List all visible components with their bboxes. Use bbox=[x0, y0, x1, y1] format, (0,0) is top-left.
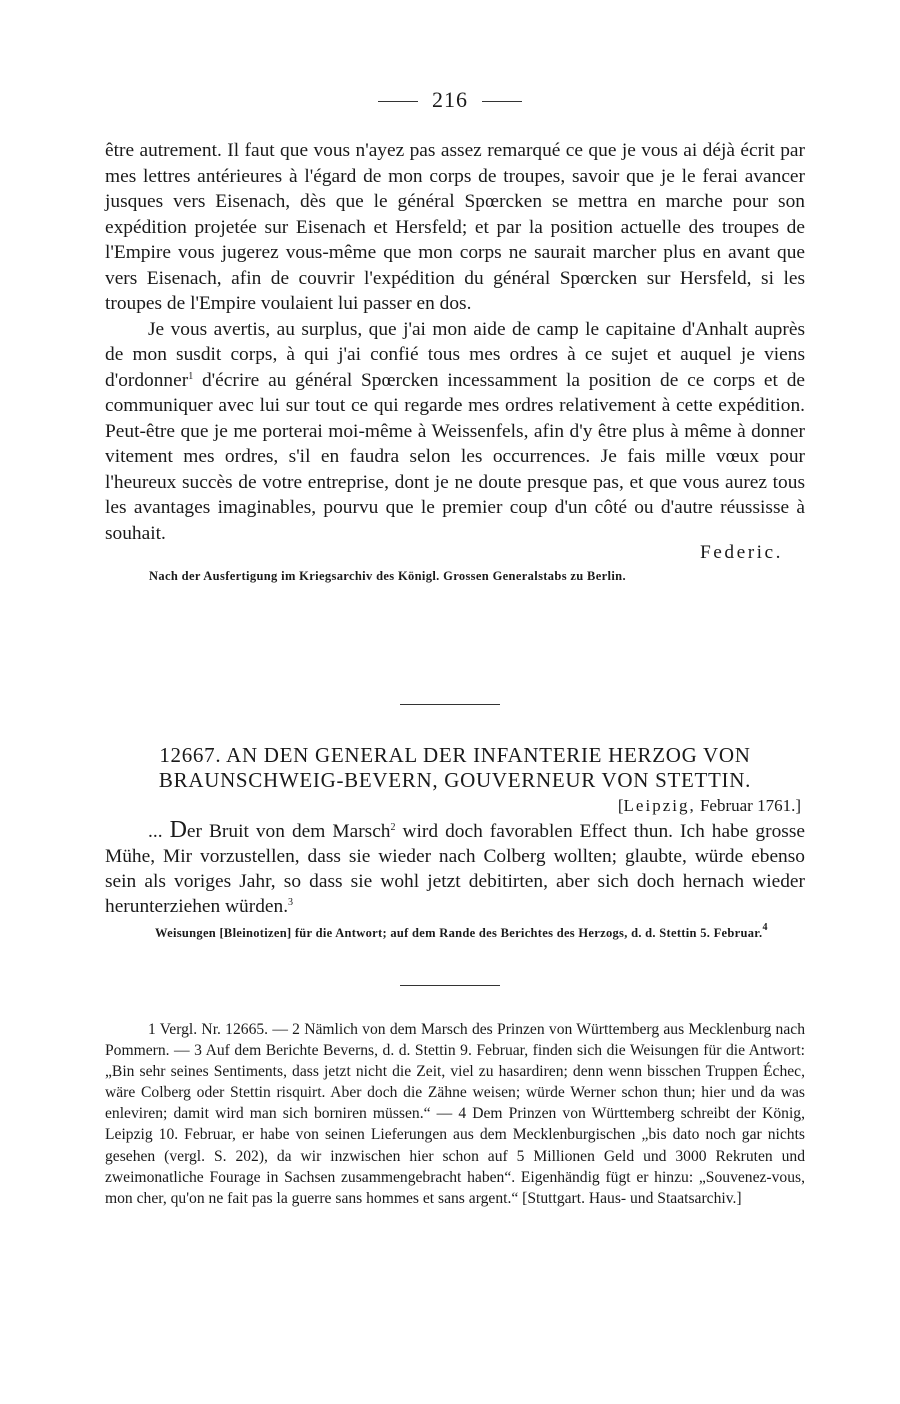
section-divider bbox=[400, 704, 500, 705]
document-text-2: wird doch favorablen Effect thun. Ich habe grosse Mühe, Mir vorzustellen, dass sie wieder nach Colberg wollten; glaubte, würde ebenso sein als voriges Jahr, so dass sie wohl jetzt debitirten, aber sich doch hernach wieder herunterziehen würden. bbox=[105, 821, 805, 917]
footnote-divider bbox=[400, 985, 500, 986]
document-body bbox=[105, 818, 805, 919]
instructions-text: Weisungen [Bleinotizen] für die Antwort; auf dem Rande des Berichtes des Herzogs, d. d. Stettin 5. Februar. bbox=[155, 926, 763, 940]
header-dash-right bbox=[482, 101, 522, 102]
document-text-1: er Bruit von dem Marsch bbox=[186, 821, 391, 842]
document-title: AN DEN GENERAL DER INFANTERIE HERZOG VON BRAUNSCHWEIG-BEVERN, GOUVERNEUR VON STETTIN. bbox=[158, 743, 752, 792]
footnote-ref-3: 3 bbox=[288, 897, 294, 908]
date-bracket: [ bbox=[617, 796, 624, 815]
footnotes-body bbox=[105, 1019, 805, 1209]
document-heading bbox=[105, 743, 805, 793]
footnote-ref-4: 4 bbox=[762, 922, 768, 933]
letter-paragraph-1: être autrement. Il faut que vous n'ayez pas assez remarqué ce que je vous ai déjà écrit par mes lettres antérieures à l'égard de mon corps de troupes, savoir que je le ferai avancer jusques vers Eisenach, dès que le général Spœrcken se mettra en marche pour son expédition projetée sur Eisenach et Hersfeld; et par la position actuelle des troupes de l'Empire vous jugerez vous-même que mon corps ne saurait marcher plus en avant que vers Eisenach, afin de couvrir l'expédition du général Spœrcken sur Hersfeld, si les troupes de l'Empire voulaient lui passer en dos. bbox=[105, 140, 805, 314]
document-12667 bbox=[105, 743, 805, 942]
footnote-ref-1: 1 bbox=[188, 370, 194, 382]
letter-body bbox=[105, 138, 805, 566]
letter-paragraph-2-part-a: Je vous avertis, au surplus, que j'ai mon aide de camp le capitaine d'Anhalt auprès de mon susdit corps, à qui j'ai confié tous mes ordres à ce sujet et auquel je viens d'ordonner bbox=[105, 318, 805, 391]
footnotes bbox=[105, 1019, 805, 1209]
document-number: 12667. bbox=[159, 743, 222, 767]
signature: Federic. bbox=[700, 542, 783, 563]
text-lead: ... bbox=[148, 821, 163, 842]
initial-letter: D bbox=[169, 817, 187, 843]
letter-paragraph-2 bbox=[105, 317, 805, 547]
header-dash-left bbox=[378, 101, 418, 102]
letter-tail bbox=[105, 138, 805, 585]
page-number: 216 bbox=[432, 87, 468, 112]
date-rest: Februar 1761.] bbox=[699, 796, 801, 815]
source-note: Nach der Ausfertigung im Kriegsarchiv des Königl. Grossen Generalstabs zu Berlin. bbox=[149, 568, 626, 583]
instructions-note bbox=[105, 922, 805, 942]
letter-paragraph-2-part-b: d'écrire au général Spœrcken incessamment la position de ce corps et de communiquer avec lui sur tout ce qui regarde mes ordres relativement à cette expédition. Peut-être que je me porterai moi-même à Weissenfels, afin d'y être plus à même à donner vitement mes ordres, s'il en faudra selon les occurrences. Je fais mille vœux pour l'heureux succès de votre entreprise, dont je ne doute presque pas, et que vous aurez tous les avantages imaginables, pourvu que le premier coup d'un côté ou d'autre réussisse à souhait. bbox=[105, 369, 805, 544]
document-date bbox=[105, 796, 805, 816]
document-paragraph bbox=[105, 818, 805, 919]
date-place: Leipzig, bbox=[623, 796, 696, 815]
page-header bbox=[0, 87, 900, 113]
footnotes-text: 1 Vergl. Nr. 12665. — 2 Nämlich von dem Marsch des Prinzen von Württemberg aus Mecklenburg nach Pommern. — 3 Auf dem Berichte Beverns, d. d. Stettin 9. Februar, finden sich die Weisungen für die Antwort: „Bin sehr seines Sentiments, dass jetzt nicht die Zeit, viel zu hasardiren; denn wenn bisschen Truppen Échec, wäre Colberg oder Stettin risquirt. Aber doch die Zähne weisen; würde Werner schon thun; hier und da was enleviren; damit wird man sich borniren müssen.“ — 4 Dem Prinzen von Württemberg schreibt der König, Leipzig 10. Februar, er habe von seinen Lieferungen aus dem Mecklenburgischen „bis dato noch gar nichts gesehen (vergl. S. 202), da wir inzwischen hier schon auf 5 Millionen Geld und 3000 Rekruten und zweimonatliche Fourage in Sachsen zusammengebracht haben“. Eigenhändig fügt er hinzu: „Souvenez-vous, mon cher, qu'on ne fait pas la guerre sans hommes et sans argent.“ [Stuttgart. Haus- und Staatsarchiv.] bbox=[105, 1021, 805, 1207]
footnote-ref-2: 2 bbox=[390, 822, 396, 833]
